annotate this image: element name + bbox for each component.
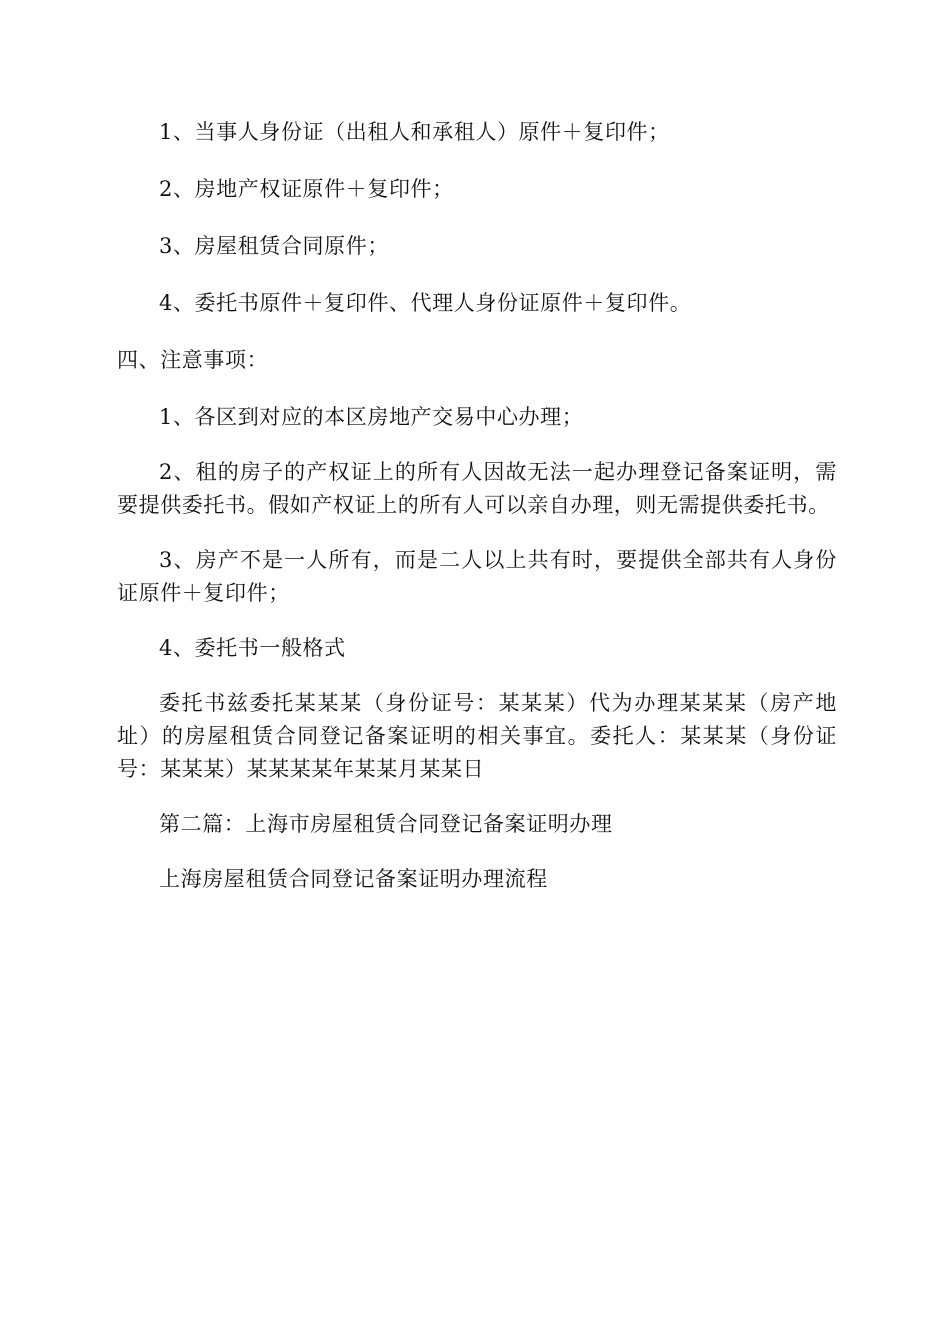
paragraph-note-1: 1、各区到对应的本区房地产交易中心办理；	[159, 405, 584, 429]
paragraph-process-title: 上海房屋租赁合同登记备案证明办理流程	[159, 867, 548, 891]
paragraph-requirement-4: 4、委托书原件＋复印件、代理人身份证原件＋复印件。	[159, 291, 692, 315]
paragraph-second-article-heading: 第二篇：上海市房屋租赁合同登记备案证明办理	[159, 812, 613, 836]
paragraph-note-2: 2、租的房子的产权证上的所有人因故无法一起办理登记备案证明，需要提供委托书。假如产权证上的所有人可以亲自办理，则无需提供委托书。	[117, 460, 837, 517]
paragraph-requirement-3: 3、房屋租赁合同原件；	[159, 234, 389, 258]
paragraph-note-4: 4、委托书一般格式	[159, 636, 346, 660]
paragraph-requirement-1: 1、当事人身份证（出租人和承租人）原件＋复印件；	[159, 120, 670, 144]
section-heading-notes: 四、注意事项：	[117, 348, 269, 372]
paragraph-note-3: 3、房产不是一人所有，而是二人以上共有时，要提供全部共有人身份证原件＋复印件；	[117, 548, 837, 605]
paragraph-requirement-2: 2、房地产权证原件＋复印件；	[159, 177, 454, 201]
paragraph-power-of-attorney-template: 委托书兹委托某某某（身份证号：某某某）代为办理某某某（房产地址）的房屋租赁合同登记备案证明的相关事宜。委托人：某某某（身份证号：某某某）某某某某年某某月某某日	[117, 691, 837, 781]
document-body	[117, 116, 837, 896]
